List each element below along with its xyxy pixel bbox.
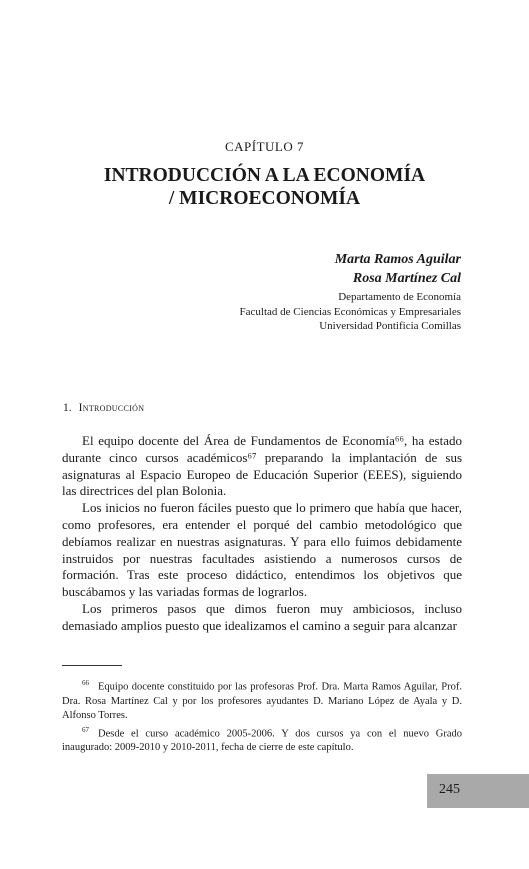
paragraph: Los inicios no fueron fáciles puesto que lo primero que había que hacer, como profesores, era entender el porqué del cambio metodológico que debíamos realizar en nuestras asignaturas. Y para ello fuimos debidamente instruidos por nuestras facultades asistiendo a numerosos cursos de formación. Tras este proceso didáctico, entendimos los objetivos que buscábamos y las variadas formas de lograrlos. bbox=[62, 500, 462, 600]
author-name: Marta Ramos Aguilar bbox=[334, 252, 461, 267]
affiliation-line: Universidad Pontificia Comillas bbox=[319, 320, 461, 332]
chapter-title-line-2: / MICROECONOMÍA bbox=[168, 188, 361, 209]
authors bbox=[335, 250, 461, 288]
chapter-title-line-1: INTRODUCCIÓN A LA ECONOMÍA bbox=[103, 165, 426, 186]
affiliation-line: Facultad de Ciencias Económicas y Empresariales bbox=[239, 305, 461, 318]
section-number: 1. bbox=[63, 402, 72, 414]
footnote bbox=[62, 676, 462, 723]
section-title: Introducción bbox=[78, 402, 145, 414]
page-number-box bbox=[427, 774, 529, 808]
affiliation bbox=[240, 290, 461, 334]
chapter-title bbox=[0, 164, 529, 210]
paragraph: El equipo docente del Área de Fundamentos de Economía⁶⁶, ha estado durante cinco cursos académicos⁶⁷ preparando la implantación de sus asignaturas al Espacio Europeo de Educación Superior (EEES), siguiendo las directrices del plan Bolonia. bbox=[62, 433, 462, 499]
footnote-rule bbox=[62, 665, 122, 666]
footnote bbox=[62, 723, 462, 756]
page-number: 245 bbox=[439, 782, 460, 797]
paragraph: Los primeros pasos que dimos fueron muy ambiciosos, incluso demasiado amplios puesto que idealizamos el camino a seguir para alcanzar bbox=[62, 600, 462, 633]
footnote-mark: 66 bbox=[82, 679, 89, 687]
chapter-label: CAPÍTULO 7 bbox=[224, 139, 305, 154]
affiliation-line: Departamento de Economía bbox=[338, 291, 461, 303]
footnote-mark: 67 bbox=[82, 725, 89, 734]
section-heading bbox=[63, 402, 144, 414]
footnote-text: Equipo docente constituido por las profesoras Prof. Dra. Marta Ramos Aguilar, Prof. Dra. Rosa Martínez Cal y por los profesores ayudantes D. Mariano López de Ayala y D. Alfonso Torres. bbox=[62, 681, 462, 721]
body-text bbox=[62, 433, 462, 635]
footnote-text: Desde el curso académico 2005-2006. Y dos cursos ya con el nuevo Grado inaugurado: 2009-2010 y 2010-2011, fecha de cierre de este capítulo. bbox=[62, 728, 462, 753]
author-name: Rosa Martínez Cal bbox=[352, 271, 461, 286]
footnotes bbox=[62, 676, 462, 755]
